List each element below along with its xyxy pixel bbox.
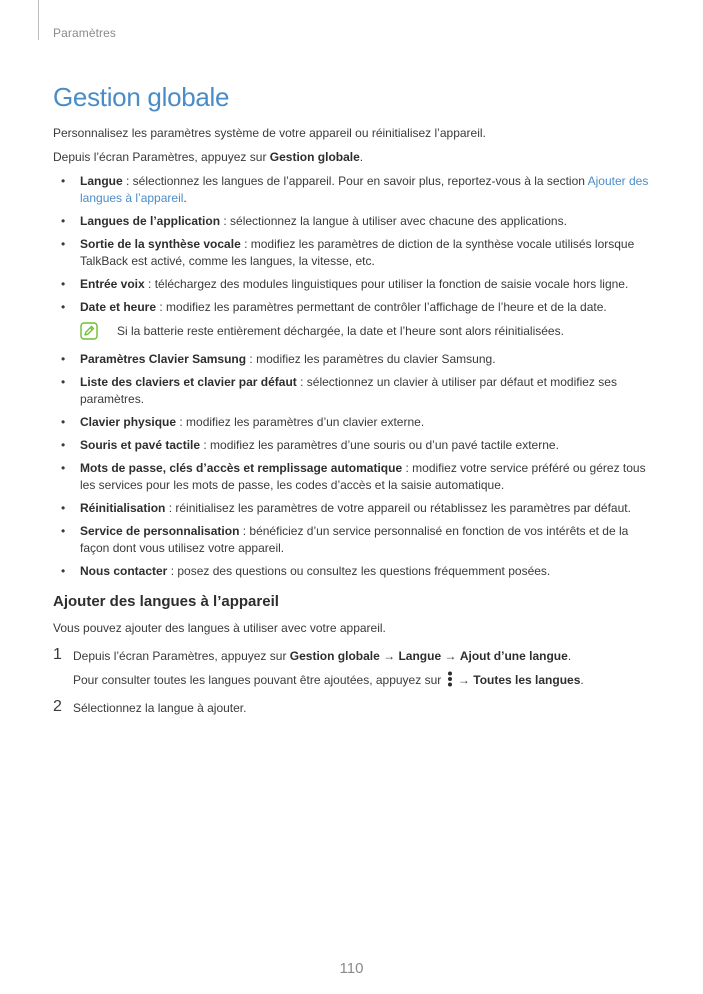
cross-reference-link[interactable]: Ajouter des langues à l’appareil <box>80 174 649 205</box>
bullet-dot: • <box>61 415 66 429</box>
step-text: Pour consulter toutes les langues pouvant être ajoutées, appuyez sur <box>73 673 445 687</box>
step-number: 1 <box>53 646 62 663</box>
path-suffix: . <box>359 150 364 164</box>
bullet-dot: • <box>61 564 66 578</box>
item-term: Clavier physique <box>80 415 177 429</box>
header-section-label: Paramètres <box>53 26 117 40</box>
list-item-clavier-samsung <box>53 351 653 368</box>
item-text: : bénéficiez d’un service personnalisé en fonction de vos intérêts et de la façon dont vous utilisez votre appareil. <box>80 524 629 555</box>
settings-list-2 <box>53 351 653 580</box>
item-text: : sélectionnez un clavier à utiliser par défaut et modifiez ses paramètres. <box>80 375 617 406</box>
path-prefix: Depuis l’écran Paramètres, appuyez sur <box>53 150 270 164</box>
bullet-dot: • <box>61 438 66 452</box>
item-text: : téléchargez des modules linguistiques pour utiliser la fonction de saisie vocale hors ligne. <box>144 277 629 291</box>
bullet-dot: • <box>61 461 66 475</box>
item-term: Langues de l’application <box>80 214 221 228</box>
list-item-mots-de-passe <box>53 460 653 494</box>
list-item-langues-application <box>53 213 653 230</box>
arrow: → <box>454 673 474 687</box>
section-heading: Ajouter des langues à l’appareil <box>53 593 279 610</box>
more-options-icon <box>447 671 453 687</box>
item-term: Entrée voix <box>80 277 145 291</box>
bullet-dot: • <box>61 352 66 366</box>
item-term: Service de personnalisation <box>80 524 240 538</box>
step-text: Sélectionnez la langue à ajouter. <box>73 701 247 715</box>
page-title: Gestion globale <box>53 82 230 112</box>
item-term: Sortie de la synthèse vocale <box>80 237 241 251</box>
list-item-liste-claviers <box>53 374 653 408</box>
menu-path-gestion-globale: Gestion globale <box>289 649 380 663</box>
item-term: Réinitialisation <box>80 501 166 515</box>
menu-path-langue: Langue <box>398 649 442 663</box>
path-paragraph <box>53 149 653 166</box>
item-text: : réinitialisez les paramètres de votre appareil ou rétablissez les paramètres par défaut. <box>165 501 631 515</box>
bullet-dot: • <box>61 174 66 188</box>
item-term: Paramètres Clavier Samsung <box>80 352 247 366</box>
settings-list-1 <box>53 173 653 316</box>
bullet-dot: • <box>61 501 66 515</box>
item-text: : sélectionnez la langue à utiliser avec chacune des applications. <box>220 214 567 228</box>
list-item-synthese-vocale <box>53 236 653 270</box>
item-term: Date et heure <box>80 300 157 314</box>
step-suffix: . <box>567 649 572 663</box>
path-bold: Gestion globale <box>269 150 360 164</box>
note-pencil-icon <box>80 322 98 340</box>
item-text: : modifiez votre service préféré ou gérez tous les services pour les mots de passe, les codes d’accès et la saisie automatique. <box>80 461 646 492</box>
menu-path-ajout-langue: Ajout d’une langue <box>459 649 568 663</box>
item-term: Mots de passe, clés d’accès et remplissage automatique <box>80 461 403 475</box>
menu-path-toutes-langues: Toutes les langues <box>473 673 581 687</box>
arrow: → <box>379 649 399 663</box>
bullet-dot: • <box>61 375 66 389</box>
list-item-souris <box>53 437 653 454</box>
bullet-dot: • <box>61 237 66 251</box>
step-number: 2 <box>53 698 62 715</box>
item-text: : modifiez les paramètres de diction de la synthèse vocale utilisés lorsque TalkBack est activé, comme les langues, la vitesse, etc. <box>80 237 635 268</box>
note-box <box>80 322 653 340</box>
item-term: Langue <box>80 174 123 188</box>
list-item-entree-voix <box>53 276 653 293</box>
arrow: → <box>441 649 460 663</box>
intro-paragraph: Personnalisez les paramètres système de votre appareil ou réinitialisez l’appareil. <box>53 126 486 140</box>
list-item-date-heure <box>53 299 653 316</box>
item-text: : modifiez les paramètres du clavier Samsung. <box>246 352 496 366</box>
header-rule <box>38 0 39 40</box>
item-text: : modifiez les paramètres permettant de contrôler l’affichage de l’heure et de la date. <box>156 300 607 314</box>
page-number: 110 <box>339 960 364 977</box>
item-term: Souris et pavé tactile <box>80 438 201 452</box>
bullet-dot: • <box>61 524 66 538</box>
step-1 <box>53 648 653 689</box>
list-item-langue <box>53 173 653 207</box>
step-text: Depuis l’écran Paramètres, appuyez sur <box>73 649 290 663</box>
item-term: Liste des claviers et clavier par défaut <box>80 375 297 389</box>
list-item-nous-contacter <box>53 563 653 580</box>
item-text: : posez des questions ou consultez les questions fréquemment posées. <box>167 564 551 578</box>
main-content <box>53 125 653 728</box>
bullet-dot: • <box>61 277 66 291</box>
section-intro: Vous pouvez ajouter des langues à utiliser avec votre appareil. <box>53 621 386 635</box>
step-line-1 <box>73 648 653 665</box>
item-term: Nous contacter <box>80 564 168 578</box>
list-item-personnalisation <box>53 523 653 557</box>
item-after: . <box>183 191 187 205</box>
note-text: Si la batterie reste entièrement déchargée, la date et l’heure sont alors réinitialisées. <box>117 323 564 338</box>
list-item-reinitialisation <box>53 500 653 517</box>
bullet-dot: • <box>61 214 66 228</box>
step-2 <box>53 700 653 717</box>
step-suffix: . <box>580 673 584 687</box>
item-text: : modifiez les paramètres d’un clavier externe. <box>176 415 425 429</box>
bullet-dot: • <box>61 300 66 314</box>
list-item-clavier-physique <box>53 414 653 431</box>
item-text: : modifiez les paramètres d’une souris ou d’un pavé tactile externe. <box>200 438 559 452</box>
step-line-2 <box>73 671 653 689</box>
item-text: : sélectionnez les langues de l’appareil. Pour en savoir plus, reportez-vous à la section <box>122 174 588 188</box>
